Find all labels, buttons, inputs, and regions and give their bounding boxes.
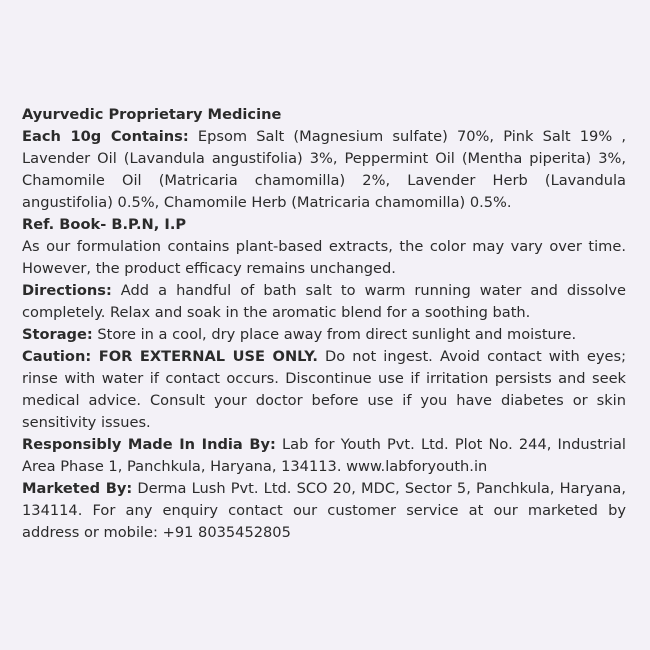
manufacturer-text: Lab for Youth Pvt. Ltd. Plot No. 244, Industrial Area Phase 1, Panchkula, Haryana, 134113. www.labforyouth.in <box>22 436 626 475</box>
contents-paragraph <box>22 126 626 214</box>
directions-label: Directions: <box>22 282 112 299</box>
caution-text: Do not ingest. Avoid contact with eyes; rinse with water if contact occurs. Discontinue use if irritation persists and seek medical advice. Consult your doctor before use if you have diabetes or skin sensitivity issues. <box>22 348 626 431</box>
storage-paragraph <box>22 324 626 346</box>
marketer-text: Derma Lush Pvt. Ltd. SCO 20, MDC, Sector 5, Panchkula, Haryana, 134114. For any enquiry contact our customer service at our marketed by address or mobile: +91 8035452805 <box>22 480 626 541</box>
caution-label: Caution: FOR EXTERNAL USE ONLY. <box>22 348 318 365</box>
contents-text: Epsom Salt (Magnesium sulfate) 70%, Pink Salt 19% , Lavender Oil (Lavandula angustifolia) 3%, Peppermint Oil (Mentha piperita) 3%, Chamomile Oil (Matricaria chamomilla) 2%, Lavender Herb (Lavandula angustifolia) 0.5%, Chamomile Herb (Matricaria chamomilla) 0.5%. <box>22 128 627 211</box>
storage-label: Storage: <box>22 326 93 343</box>
reference-book: Ref. Book- B.P.N, I.P <box>22 216 187 233</box>
directions-text: Add a handful of bath salt to warm running water and dissolve completely. Relax and soak in the aromatic blend for a soothing bath. <box>22 282 626 321</box>
manufacturer-label: Responsibly Made In India By: <box>22 436 276 453</box>
marketer-label: Marketed By: <box>22 480 133 497</box>
manufacturer-paragraph <box>22 434 626 478</box>
medicine-type-title: Ayurvedic Proprietary Medicine <box>22 106 282 123</box>
marketer-paragraph <box>22 478 626 544</box>
formulation-note: As our formulation contains plant-based extracts, the color may vary over time. However, the product efficacy remains unchanged. <box>22 238 626 277</box>
directions-paragraph <box>22 280 626 324</box>
storage-text: Store in a cool, dry place away from direct sunlight and moisture. <box>92 326 577 343</box>
label-text-block <box>22 104 626 544</box>
caution-paragraph <box>22 346 626 434</box>
contents-label: Each 10g Contains: <box>22 128 189 145</box>
